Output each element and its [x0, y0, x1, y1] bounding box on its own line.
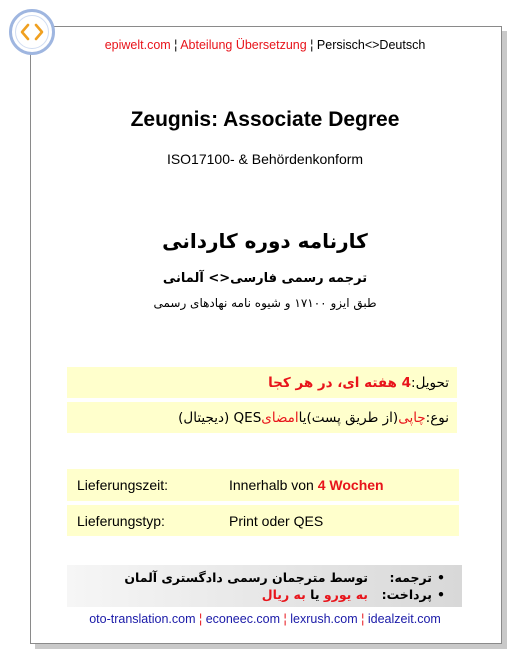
persian-delivery-label: تحویل:	[411, 374, 449, 391]
german-delivery-prefix: Innerhalb von	[229, 477, 318, 493]
persian-type-digital: QES (دیجیتال)	[178, 409, 262, 426]
footer-translation-line	[124, 570, 450, 585]
footer-translation-value: توسط مترجمان رسمی دادگستری آلمان	[124, 570, 368, 585]
link-separator: ¦	[357, 612, 368, 626]
footer-translation-key: ترجمه:	[389, 570, 432, 585]
document-subtitle: ISO17100- & Behördenkonform	[166, 151, 364, 167]
german-type-label: Lieferungstyp:	[77, 512, 165, 529]
link-separator: ¦	[280, 612, 291, 626]
bullet-icon: •	[437, 587, 445, 602]
footer-payment-line	[262, 587, 450, 602]
persian-type-print-note: (از طریق پست)	[306, 409, 399, 426]
german-type-value: Print oder QES	[229, 512, 324, 529]
german-type-row	[67, 505, 459, 536]
german-delivery-label: Lieferungszeit:	[77, 477, 169, 493]
persian-type-sign: امضای	[261, 409, 299, 426]
persian-type-label: نوع:	[425, 409, 449, 426]
bullet-icon: •	[437, 570, 445, 585]
persian-delivery-row	[67, 367, 457, 398]
persian-type-print: چاپی	[398, 409, 426, 426]
footer-link[interactable]: lexrush.com	[290, 612, 358, 626]
footer-payment-euro: به یورو	[323, 587, 368, 602]
german-delivery-highlight: 4 Wochen	[317, 477, 384, 493]
persian-standard: طبق ایزو ۱۷۱۰۰ و شیوه نامه نهادهای رسمی	[153, 296, 377, 310]
footer-band	[67, 565, 462, 607]
link-separator: ¦	[195, 612, 206, 626]
site-link[interactable]: epiwelt.com	[104, 38, 171, 52]
separator: ¦	[170, 38, 181, 52]
header-line	[0, 38, 530, 52]
german-delivery-row	[67, 469, 459, 501]
persian-title: کارنامه دوره کاردانی	[162, 229, 368, 253]
footer-links	[0, 612, 530, 626]
department-link[interactable]: Abteilung Übersetzung	[180, 38, 307, 52]
persian-subtitle: ترجمه رسمی فارسی<> آلمانی	[162, 271, 368, 286]
footer-payment-or: یا	[305, 587, 324, 602]
language-pair: Persisch<>Deutsch	[316, 38, 426, 52]
persian-type-or: یا	[298, 409, 307, 426]
footer-payment-rial: به ریال	[261, 587, 306, 602]
persian-delivery-value: 4 هفته ای، در هر کجا	[268, 374, 412, 391]
document-title: Zeugnis: Associate Degree	[130, 108, 400, 131]
persian-type-row	[67, 402, 457, 433]
footer-link[interactable]: idealzeit.com	[367, 612, 441, 626]
separator: ¦	[306, 38, 317, 52]
footer-link[interactable]: oto-translation.com	[89, 612, 196, 626]
footer-payment-key: پرداخت:	[381, 587, 432, 602]
german-delivery-value	[229, 477, 384, 493]
footer-link[interactable]: econeec.com	[205, 612, 281, 626]
